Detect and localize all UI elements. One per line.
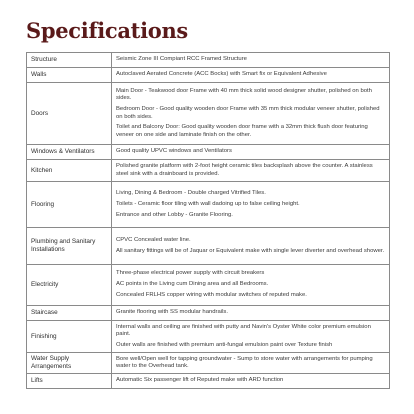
row-value: [112, 68, 390, 83]
value-line: Toilet and Balcony Door: Good quality wooden door frame with a 32mm thick flush door featuring veneer on one side and laminate finish on the other.: [116, 124, 368, 138]
specifications-table: [26, 52, 390, 389]
table-row: [27, 68, 390, 83]
value-line: Living, Dining & Bedroom - Double charged Vitrified Tiles.: [116, 189, 266, 196]
value-line: Polished granite platform with 2-foot height ceramic tiles backsplash above the counter. A stainless steel sink with a drainboard is provided.: [116, 163, 373, 177]
row-value: [112, 182, 390, 228]
row-label: Finishing: [27, 321, 112, 353]
row-label: Kitchen: [27, 160, 112, 182]
row-label: Plumbing and Sanitary Installations: [27, 228, 112, 265]
value-line: Automatic Six passenger lift of Reputed make with ARD function: [116, 377, 284, 384]
table-row: [27, 182, 390, 228]
row-label: Flooring: [27, 182, 112, 228]
row-value: [112, 306, 390, 321]
row-label: Structure: [27, 53, 112, 68]
value-line: Toilets - Ceramic floor tiling with wall dadoing up to false ceiling height.: [116, 200, 300, 207]
row-value: [112, 353, 390, 374]
table-row: [27, 353, 390, 374]
row-label: Doors: [27, 83, 112, 145]
table-row: [27, 321, 390, 353]
value-line: CPVC Concealed water line.: [116, 236, 191, 243]
value-line: Autoclaved Aerated Concrete (ACC Bocks) with Smart fix or Equivalent Adhesive: [116, 71, 327, 78]
row-value: [112, 228, 390, 265]
table-row: [27, 145, 390, 160]
value-line: Internal walls and ceiling are finished with putty and Navin's Oyster White color premium emulsion paint.: [116, 323, 371, 338]
table-row: [27, 160, 390, 182]
table-row: [27, 228, 390, 265]
row-value: [112, 160, 390, 182]
row-label: Electricity: [27, 265, 112, 306]
row-label: Lifts: [27, 374, 112, 389]
value-line: All sanitary fittings will be of Jaquar or Equivalent make with single lever diverter and overhead shower.: [116, 247, 385, 254]
table-row: [27, 306, 390, 321]
row-value: [112, 265, 390, 306]
value-line: Three-phase electrical power supply with circuit breakers: [116, 270, 265, 277]
value-line: Outer walls are finished with premium anti-fungal emulsion paint over Texture finish: [116, 341, 333, 348]
value-line: Bedroom Door - Good quality wooden door Frame with 35 mm thick modular veneer shutter, polished on both sides.: [116, 106, 380, 120]
value-line: Bore well/Open well for tapping groundwater - Sump to store water with arrangements for pumping water to the Overhead tank.: [116, 355, 373, 369]
row-value: [112, 145, 390, 160]
value-line: Main Door - Teakwood door Frame with 40 mm thick solid wood designer shutter, polished on both sides.: [116, 87, 372, 102]
table-row: [27, 374, 390, 389]
row-label: Windows & Ventilators: [27, 145, 112, 160]
row-value: [112, 53, 390, 68]
row-label: Walls: [27, 68, 112, 83]
value-line: Good quality UPVC windows and Ventilators: [116, 148, 232, 155]
row-label: Water Supply Arrangements: [27, 353, 112, 374]
row-value: [112, 374, 390, 389]
value-line: Concealed FRLHS copper wiring with modular switches of reputed make.: [116, 292, 307, 299]
value-line: AC points in the Living cum Dining area and all Bedrooms.: [116, 281, 269, 288]
table-row: [27, 83, 390, 145]
row-value: [112, 321, 390, 353]
row-label: Staircase: [27, 306, 112, 321]
value-line: Seismic Zone III Compiant RCC Framed Structure: [116, 56, 247, 63]
value-line: Granite flooring with SS modular handrails.: [116, 309, 228, 316]
value-line: Entrance and other Lobby - Granite Flooring.: [116, 211, 233, 218]
row-value: [112, 83, 390, 145]
table-row: [27, 53, 390, 68]
table-row: [27, 265, 390, 306]
page-title: Specifications: [26, 18, 188, 43]
